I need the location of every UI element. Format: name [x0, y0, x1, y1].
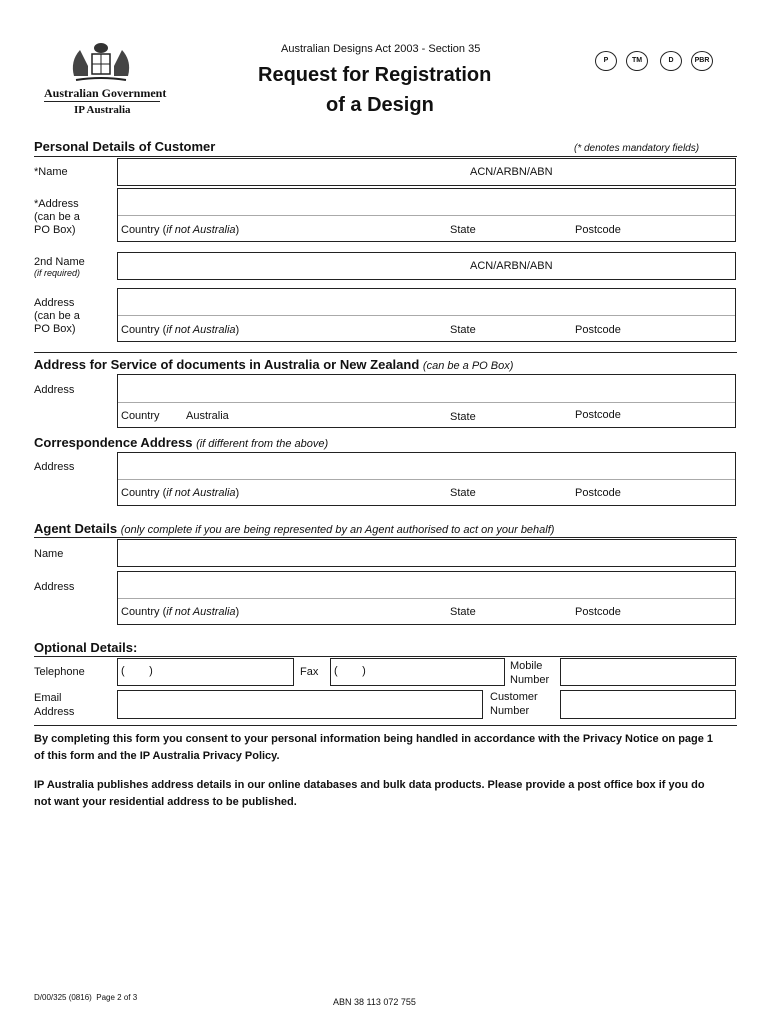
privacy-notice-line1: By completing this form you consent to your personal information being handled in accordance with the Privacy Notice on page 1	[34, 733, 714, 745]
gov-name: Australian Government	[44, 86, 167, 100]
name2-note: (if required)	[34, 268, 81, 278]
service-heading	[34, 357, 513, 372]
agent-address-label: Address	[34, 581, 75, 593]
country-label	[121, 224, 239, 236]
agent-divider	[34, 537, 737, 538]
agent-heading-note: (only complete if you are being represented by an Agent authorised to act on your behalf)	[120, 524, 555, 536]
mandatory-note: (* denotes mandatory fields)	[574, 143, 700, 154]
correspondence-heading	[34, 435, 328, 450]
badge-p: P	[595, 51, 617, 71]
email-label	[34, 691, 74, 719]
state2-label: State	[450, 324, 476, 336]
country-note: if not Australia	[166, 224, 236, 236]
service-address-label: Address	[34, 384, 75, 396]
address-inner-line	[118, 215, 735, 216]
service-heading-note: (can be a PO Box)	[422, 360, 514, 372]
correspondence-postcode-label: Postcode	[575, 487, 621, 499]
fax-label: Fax	[300, 666, 319, 678]
personal-heading: Personal Details of Customer	[34, 139, 216, 154]
agent-name-label: Name	[34, 548, 64, 560]
agent-postcode-label: Postcode	[575, 606, 621, 618]
country2-note: if not Australia	[166, 324, 236, 336]
country2-text: Country (	[121, 324, 167, 336]
publish-notice-line2: not want your residential address to be published.	[34, 796, 297, 808]
mobile-label-line1: Mobile	[510, 660, 543, 672]
badge-d: D	[660, 51, 682, 71]
service-state-label: State	[450, 411, 476, 423]
address2-inner-line	[118, 315, 735, 316]
personal-divider	[34, 156, 737, 157]
email-input[interactable]	[117, 690, 483, 719]
address2-label-line2: (can be a	[34, 310, 80, 322]
publish-notice	[34, 777, 705, 811]
address-label-line2: (can be a	[34, 211, 80, 223]
name-label: *Name	[34, 166, 68, 178]
address2-label	[34, 297, 80, 336]
name2-label: 2nd Name	[34, 256, 85, 268]
privacy-notice	[34, 731, 713, 765]
email-label-line1: Email	[34, 692, 62, 704]
acn2-label: ACN/ARBN/ABN	[470, 260, 553, 272]
correspondence-address-label: Address	[34, 461, 75, 473]
form-code: D/00/325 (0816) Page 2 of 3	[34, 993, 138, 1002]
service-country-label: Country	[121, 410, 160, 422]
address-label-line1: *Address	[34, 198, 79, 210]
optional-heading: Optional Details:	[34, 640, 138, 655]
mobile-label	[510, 659, 549, 687]
abn-number: ABN 38 113 072 755	[333, 997, 416, 1007]
coat-of-arms-icon	[66, 36, 136, 86]
service-top-divider	[34, 352, 737, 353]
country2-close: )	[235, 324, 240, 336]
correspondence-country-label	[121, 487, 239, 499]
gov-divider	[44, 101, 160, 102]
customer-label-line2: Number	[490, 705, 530, 717]
service-postcode-label: Postcode	[575, 409, 621, 421]
correspondence-heading-text: Correspondence Address	[34, 435, 193, 450]
agent-inner-line	[118, 598, 735, 599]
service-country-value: Australia	[186, 410, 229, 422]
country2-label	[121, 324, 239, 336]
country-close: )	[235, 224, 240, 236]
correspondence-heading-note: (if different from the above)	[196, 438, 329, 450]
correspondence-inner-line	[118, 479, 735, 480]
badge-pbr: PBR	[691, 51, 713, 71]
customer-number-input[interactable]	[560, 690, 736, 719]
optional-divider	[34, 656, 737, 657]
corr-country-note: if not Australia	[166, 487, 236, 499]
corr-country-text: Country (	[121, 487, 167, 499]
form-title-line1: Request for Registration	[258, 64, 492, 86]
postcode-label: Postcode	[575, 224, 621, 236]
state-label: State	[450, 224, 476, 236]
telephone-prefix: ( )	[121, 665, 153, 677]
name2-input[interactable]	[117, 252, 736, 280]
address2-label-line3: PO Box)	[34, 323, 76, 335]
agent-heading-text: Agent Details	[34, 521, 118, 536]
corr-country-close: )	[235, 487, 240, 499]
agent-country-close: )	[235, 606, 240, 618]
acn-label: ACN/ARBN/ABN	[470, 166, 553, 178]
notices-divider	[34, 725, 737, 726]
address-label	[34, 198, 80, 237]
agent-state-label: State	[450, 606, 476, 618]
agent-country-label	[121, 606, 239, 618]
address2-label-line1: Address	[34, 297, 75, 309]
email-label-line2: Address	[34, 706, 75, 718]
ip-australia-name: IP Australia	[74, 104, 131, 116]
telephone-label: Telephone	[34, 666, 85, 678]
name-input[interactable]	[117, 158, 736, 186]
service-heading-text: Address for Service of documents in Australia or New Zealand	[34, 357, 420, 372]
agent-name-input[interactable]	[117, 539, 736, 567]
publish-notice-line1: IP Australia publishes address details in our online databases and bulk data products. Please provide a post office box if you do	[34, 779, 705, 791]
fax-prefix: ( )	[334, 665, 366, 677]
badge-tm: TM	[626, 51, 648, 71]
form-title-line2: of a Design	[326, 94, 434, 116]
postcode2-label: Postcode	[575, 324, 621, 336]
country-text: Country (	[121, 224, 167, 236]
agent-country-note: if not Australia	[166, 606, 236, 618]
customer-number-label	[490, 690, 538, 718]
agent-country-text: Country (	[121, 606, 167, 618]
agent-heading	[34, 521, 554, 536]
mobile-input[interactable]	[560, 658, 736, 686]
privacy-notice-line2: of this form and the IP Australia Privacy Policy.	[34, 750, 280, 762]
customer-label-line1: Customer	[490, 691, 538, 703]
correspondence-state-label: State	[450, 487, 476, 499]
mobile-label-line2: Number	[510, 674, 550, 686]
service-inner-line	[118, 402, 735, 403]
address-label-line3: PO Box)	[34, 224, 76, 236]
act-reference: Australian Designs Act 2003 - Section 35	[281, 43, 481, 55]
